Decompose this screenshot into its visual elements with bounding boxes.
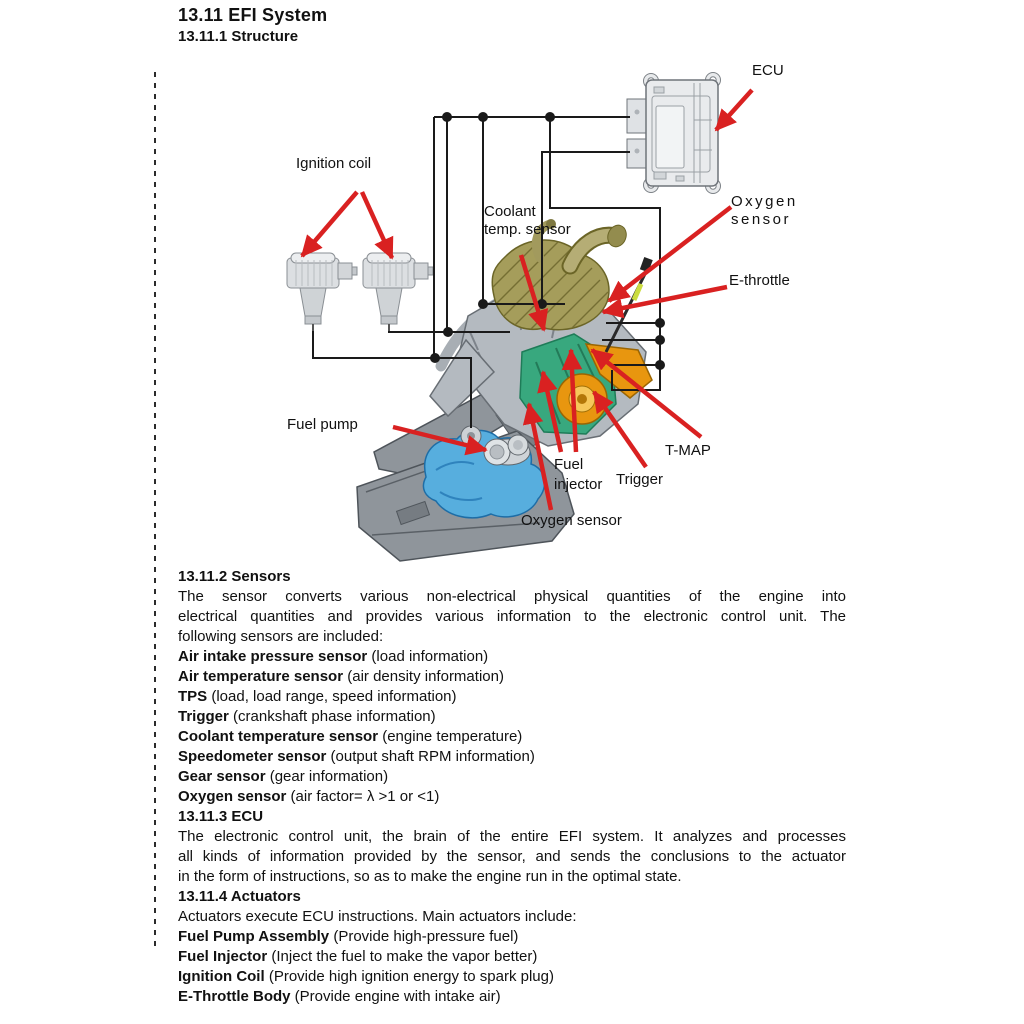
coil-boot-tip bbox=[305, 316, 321, 324]
actuator-desc: (Inject the fuel to make the vapor better) bbox=[267, 948, 538, 965]
ecu-detail bbox=[654, 172, 666, 179]
ecu-body-line: all kinds of information provided by the sensor, and sends the conclusions to the actuator bbox=[178, 848, 846, 865]
actuator-desc: (Provide high ignition energy to spark plug) bbox=[264, 968, 554, 985]
actuator-item bbox=[178, 987, 846, 1007]
filler-cap-inner bbox=[513, 440, 523, 450]
sensor-desc: (gear information) bbox=[265, 768, 389, 785]
label-oxygen-sensor-bottom: Oxygen sensor bbox=[521, 512, 622, 529]
label-fuel-injector-line1: Fuel bbox=[554, 456, 584, 473]
ignition-coil-drawing bbox=[287, 253, 357, 332]
ecu-detail bbox=[676, 176, 684, 181]
cable-band bbox=[634, 284, 641, 300]
sensor-term: Air intake pressure sensor bbox=[178, 648, 368, 665]
sensor-term: Speedometer sensor bbox=[178, 748, 327, 765]
sensors-intro-line: The sensor converts various non-electrical physical quantities of the engine into bbox=[178, 588, 846, 605]
page-title: 13.11 EFI System bbox=[178, 5, 328, 25]
sensor-term: Coolant temperature sensor bbox=[178, 728, 379, 745]
fuel-pump-cap-inner bbox=[490, 445, 504, 459]
actuator-term: E-Throttle Body bbox=[178, 988, 291, 1005]
sensors-intro-line: electrical quantities and provides various information to the electronic control unit. The bbox=[178, 608, 846, 625]
label-fuel-pump: Fuel pump bbox=[287, 416, 358, 433]
label-e-throttle: E-throttle bbox=[729, 272, 790, 289]
arrow-ignition-coil-right bbox=[362, 192, 392, 258]
body-text bbox=[178, 567, 846, 1007]
ecu-detail bbox=[654, 87, 664, 93]
ecu-drawing bbox=[627, 73, 721, 194]
label-coolant-line2: temp. sensor bbox=[484, 221, 571, 238]
sensor-item bbox=[178, 667, 846, 687]
actuator-term: Ignition Coil bbox=[178, 968, 265, 985]
label-ignition-coil: Ignition coil bbox=[296, 155, 372, 172]
sensor-term: Oxygen sensor bbox=[178, 788, 287, 805]
arrow-ignition-coil-left bbox=[302, 192, 357, 256]
sensor-item bbox=[178, 647, 846, 667]
section-heading-sensors: 13.11.2 Sensors bbox=[178, 568, 291, 585]
page-subtitle: 13.11.1 Structure bbox=[178, 28, 299, 45]
sensor-desc: (engine temperature) bbox=[378, 728, 523, 745]
coil-cap-top bbox=[291, 253, 335, 263]
sensor-term: TPS bbox=[178, 688, 208, 705]
sensor-desc: (air density information) bbox=[343, 668, 504, 685]
label-oxygen-sensor-top bbox=[731, 193, 798, 229]
coil-tab-pin bbox=[352, 267, 357, 275]
arrow-oxygen-sensor-top bbox=[609, 207, 731, 301]
sensor-item bbox=[178, 707, 846, 727]
arrow-ecu bbox=[716, 90, 752, 130]
ecu-connector-dot bbox=[635, 110, 640, 115]
section-heading-actuators: 13.11.4 Actuators bbox=[178, 888, 301, 905]
label-oxygen-top-line1: Oxygen bbox=[731, 193, 798, 210]
sensor-item bbox=[178, 727, 846, 747]
airbox-duct bbox=[492, 240, 609, 330]
section-heading-ecu: 13.11.3 ECU bbox=[178, 808, 264, 825]
label-coolant-line1: Coolant bbox=[484, 203, 536, 220]
actuator-desc: (Provide high-pressure fuel) bbox=[329, 928, 519, 945]
coil-tab bbox=[338, 263, 352, 279]
sensor-desc: (load information) bbox=[367, 648, 489, 665]
ecu-body-line: The electronic control unit, the brain of the entire EFI system. It analyzes and processes bbox=[178, 828, 846, 845]
ecu-body-line: in the form of instructions, so as to make the engine run in the optimal state. bbox=[178, 868, 682, 885]
sensor-term: Gear sensor bbox=[178, 768, 266, 785]
label-t-map: T-MAP bbox=[665, 442, 711, 459]
actuator-term: Fuel Pump Assembly bbox=[178, 928, 330, 945]
actuator-desc: (Provide engine with intake air) bbox=[290, 988, 501, 1005]
sensor-item bbox=[178, 767, 846, 787]
ecu-connector-dot bbox=[635, 149, 640, 154]
coil-boot bbox=[300, 288, 326, 316]
sensors-intro-line: following sensors are included: bbox=[178, 628, 384, 645]
sensor-item bbox=[178, 747, 846, 767]
label-oxygen-top-line2: sensor bbox=[731, 211, 792, 228]
clutch-hub bbox=[577, 394, 587, 404]
label-ecu: ECU bbox=[752, 62, 784, 79]
actuator-item bbox=[178, 927, 846, 947]
pump-connector-pin bbox=[467, 432, 475, 440]
ecu-label-plate bbox=[656, 106, 684, 168]
label-trigger: Trigger bbox=[616, 471, 663, 488]
sensor-desc: (output shaft RPM information) bbox=[326, 748, 535, 765]
sensor-item bbox=[178, 787, 846, 807]
sensor-term: Trigger bbox=[178, 708, 229, 725]
actuator-item bbox=[178, 947, 846, 967]
intake-opening bbox=[605, 223, 629, 250]
sensor-term: Air temperature sensor bbox=[178, 668, 344, 685]
label-coolant-temp-sensor bbox=[484, 203, 571, 239]
actuator-term: Fuel Injector bbox=[178, 948, 268, 965]
label-fuel-injector bbox=[554, 455, 602, 495]
sensor-item bbox=[178, 687, 846, 707]
label-fuel-injector-line2: injector bbox=[554, 476, 603, 493]
sensor-desc: (air factor= λ >1 or <1) bbox=[286, 788, 440, 805]
sensor-desc: (crankshaft phase information) bbox=[228, 708, 436, 725]
actuator-item bbox=[178, 967, 846, 987]
ignition-coil-drawing-2 bbox=[363, 253, 433, 332]
actuators-intro: Actuators execute ECU instructions. Main actuators include: bbox=[178, 908, 577, 925]
sensor-desc: (load, load range, speed information) bbox=[207, 688, 457, 705]
